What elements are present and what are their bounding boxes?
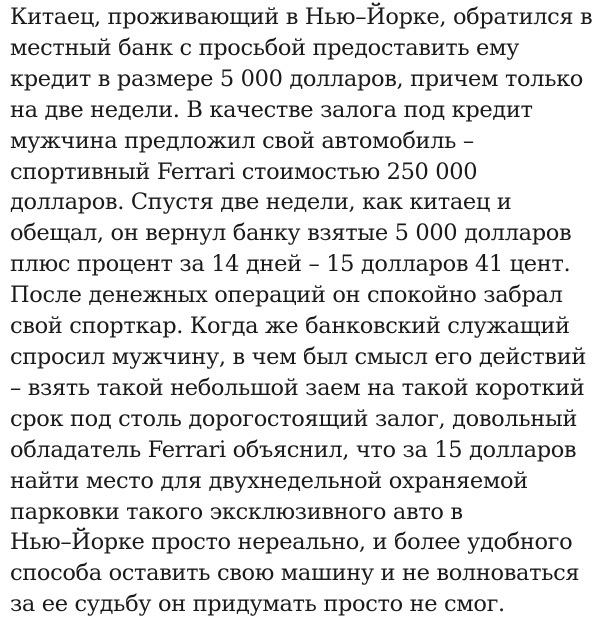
text-line-4: на две недели. В качестве залога под кредит: [10, 96, 533, 123]
text-line-1: Китаец, проживающий в Нью–Йорке, обратился в: [10, 4, 593, 30]
text-line-19: способа оставить свою машину и не волноваться: [10, 560, 580, 587]
text-line-6: спортивный Ferrari стоимостью 250 000: [10, 158, 478, 185]
text-line-5: мужчина предложил свой автомобиль –: [10, 127, 474, 154]
text-line-18: Нью–Йорке просто нереально, и более удобного: [10, 529, 573, 556]
text-line-7: долларов. Спустя две недели, как китаец и: [10, 189, 512, 216]
text-line-11: свой спорткар. Когда же банковский служащий: [10, 313, 570, 340]
text-line-13: – взять такой небольшой заем на такой короткий: [10, 374, 585, 401]
text-line-8: обещал, он вернул банку взятые 5 000 долларов: [10, 220, 572, 247]
text-line-17: парковки такого эксклюзивного авто в: [10, 498, 463, 525]
text-line-20: за ее судьбу он придумать просто не смог.: [10, 591, 505, 618]
text-line-10: После денежных операций он спокойно забрал: [10, 282, 563, 309]
text-line-15: обладатель Ferrari объяснил, что за 15 долларов: [10, 436, 577, 463]
text-line-12: спросил мужчину, в чем был смысл его действий: [10, 343, 586, 370]
text-line-16: найти место для двухнедельной охраняемой: [10, 467, 528, 494]
story-paragraph: [10, 2, 600, 620]
text-line-2: местный банк с просьбой предоставить ему: [10, 34, 520, 61]
text-line-14: срок под столь дорогостоящий залог, довольный: [10, 405, 578, 432]
text-line-3: кредит в размере 5 000 долларов, причем только: [10, 65, 583, 92]
text-line-9: плюс процент за 14 дней – 15 долларов 41 цент.: [10, 251, 571, 278]
